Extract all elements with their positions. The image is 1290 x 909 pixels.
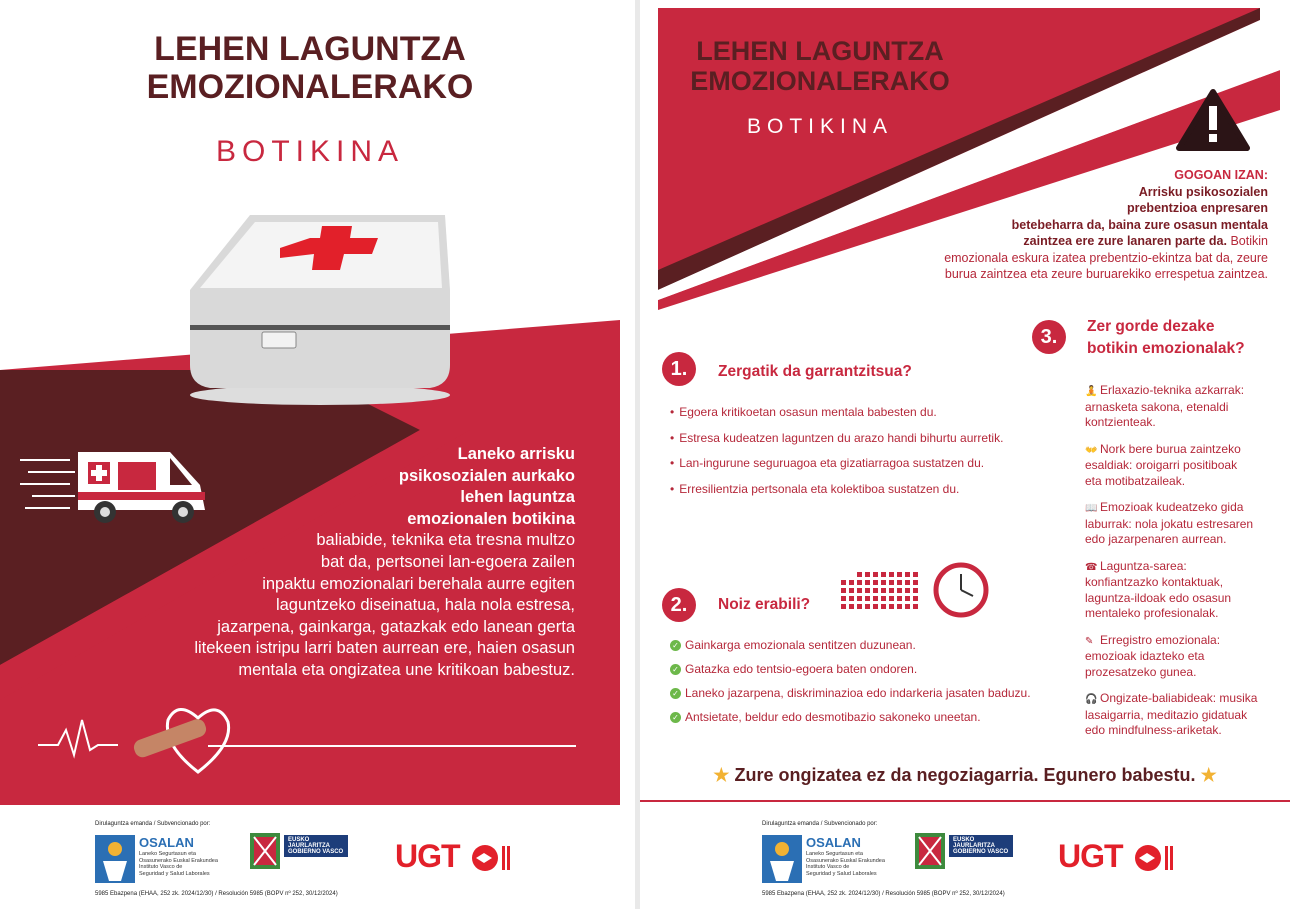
book-icon: 📖 <box>1085 503 1098 514</box>
left-body-line: jazarpena, gainkarga, gatazkak edo lanean gerta <box>217 617 575 636</box>
right-footer <box>640 805 1290 909</box>
section2-item-text: Laneko jazarpena, diskriminazioa edo indarkeria jasaten baduzu. <box>685 686 1031 700</box>
ugt-text: UGT <box>1058 838 1123 874</box>
right-page <box>640 0 1290 909</box>
left-bold-line: Laneko arrisku <box>457 445 575 463</box>
section3-item-line <box>1085 575 1275 591</box>
remember-bold-line <box>848 233 1268 250</box>
ugt-handshake-icon <box>1135 843 1175 873</box>
sponsor-label: Dirulaguntza emanda / Subvencionado por: <box>762 821 878 827</box>
remember-rest-line: emozionala eskura izatea prebentzio-ekintza bat da, zeure <box>944 250 1268 265</box>
section3-item-line <box>1085 606 1275 622</box>
section1-title: Zergatik da garrantzitsua? <box>718 363 912 380</box>
left-title-line2: EMOZIONALERAKO <box>146 68 474 107</box>
remember-bold-text: zaintzea ere zure lanaren parte da. <box>1023 234 1227 248</box>
osalan-sub-1: Laneko Segurtasun eta <box>139 851 196 857</box>
section1-item <box>670 405 1060 420</box>
osalan-logo <box>762 835 885 888</box>
headphones-icon: 🎧 <box>1085 694 1098 705</box>
left-subtitle: BOTIKINA <box>215 135 405 168</box>
section1-item <box>670 456 1060 471</box>
section1-list <box>670 405 1060 507</box>
section3-item-line <box>1085 383 1275 400</box>
section3-item-line <box>1085 415 1275 431</box>
section3-item-text: emozioak idazteko eta <box>1085 649 1205 663</box>
resolution-text: 5985 Ebazpena (EHAA, 252 zk. 2024/12/30) / Resolución 5985 (BOPV nº 252, 30/12/2024) <box>95 891 338 897</box>
gv-name-2: GOBIERNO VASCO <box>953 849 1009 855</box>
bullet-dot-icon: • <box>670 456 675 470</box>
section3-item-line <box>1085 517 1275 533</box>
section3-item-text: esaldiak: oroigarri positiboak <box>1085 458 1238 472</box>
section3-item-line <box>1085 500 1275 517</box>
heartbeat-heart-icon <box>38 700 578 780</box>
section3-item-text: laburrak: nola jokatu estresaren <box>1085 516 1254 531</box>
osalan-sub-3: Instituto Vasco de <box>806 864 850 870</box>
star-icon: ★ <box>1200 765 1217 785</box>
phone-icon: ☎ <box>1085 561 1098 573</box>
left-body-line: inpaktu emozionalari berehala aurre egiten <box>262 574 575 593</box>
section2-number: 2. <box>662 588 696 622</box>
resolution-text: 5985 Ebazpena (EHAA, 252 zk. 2024/12/30) / Resolución 5985 (BOPV nº 252, 30/12/2024) <box>762 891 1005 897</box>
section3-item-line <box>1085 723 1275 739</box>
section3-item <box>1085 691 1275 739</box>
section3-item-line <box>1085 442 1275 459</box>
section2-list <box>670 638 1050 734</box>
divider <box>640 800 1290 802</box>
section3-item-line <box>1085 532 1275 548</box>
section1-item-text: Egoera kritikoetan osasun mentala babesten du. <box>679 405 937 419</box>
section2-item <box>670 638 1050 653</box>
section3-item-text: edo jazarpenaren aurrean. <box>1085 532 1227 546</box>
sponsor-label: Dirulaguntza emanda / Subvencionado por: <box>95 821 211 827</box>
section3-item-text: mentaleko profesionalak. <box>1085 606 1219 620</box>
left-page <box>0 0 635 909</box>
section3-item-line <box>1085 400 1275 416</box>
osalan-sub-2: Osasunerako Euskal Erakundea <box>139 857 218 864</box>
section3-item-line <box>1085 649 1275 665</box>
section3-item-line <box>1085 474 1275 490</box>
calendar-dots-icon <box>840 570 922 612</box>
left-title-line1: LEHEN LAGUNTZA <box>154 30 466 68</box>
right-title <box>670 36 970 96</box>
section2-item-text: Gainkarga emozionala sentitzen duzunean. <box>685 638 916 652</box>
section3-item-text: Emozioak kudeatzeko gida <box>1100 500 1244 514</box>
section1-item <box>670 482 1060 497</box>
left-bold-line: emozionalen botikina <box>407 509 575 528</box>
remember-rest-line: burua zaintzea eta zeure buruarekiko errespetua zaintzea. <box>944 267 1268 281</box>
section1-item-text: Lan-ingurune seguruagoa eta gizatiarragoa sustatzen du. <box>679 456 985 470</box>
gobierno-vasco-logo <box>250 833 344 874</box>
check-icon: ✓ <box>670 664 681 675</box>
remember-bold-line: betebeharra da, baina zure osasun mentala <box>1011 217 1268 232</box>
left-description <box>105 444 575 682</box>
left-body-line: baliabide, teknika eta tresna multzo <box>316 531 575 550</box>
osalan-figure-icon <box>762 835 802 883</box>
right-title-line1: LEHEN LAGUNTZA <box>696 36 944 66</box>
remember-tail-text: Botikin <box>1230 234 1268 248</box>
section3-item <box>1085 500 1275 548</box>
section2-item <box>670 686 1050 701</box>
section3-item-text: laguntza-ildoak edo osasun <box>1085 590 1232 605</box>
gv-name-2: GOBIERNO VASCO <box>288 849 344 855</box>
section3-item-text: edo mindfulness-ariketak. <box>1085 723 1222 737</box>
section3-item-line <box>1085 691 1275 708</box>
meditation-icon: 🧘 <box>1085 386 1098 397</box>
section2-title: Noiz erabili? <box>718 596 811 613</box>
left-body-line: litekeen istripu larri baten aurrean ere, haien osasun <box>194 639 575 658</box>
left-body-line: laguntzeko diseinatua, hala nola estresa, <box>275 596 575 615</box>
section3-item <box>1085 559 1275 622</box>
left-bold-line: psikosozialen aurkako <box>398 466 575 485</box>
section3-title <box>1087 316 1245 360</box>
remember-block <box>848 167 1268 283</box>
osalan-name: OSALAN <box>139 835 194 850</box>
ugt-logo <box>1058 838 1123 875</box>
osalan-sub-3: Instituto Vasco de <box>139 864 183 870</box>
section3-title-line2: botikin emozionalak? <box>1087 340 1245 357</box>
first-aid-kit-icon <box>180 210 460 405</box>
bullet-dot-icon: • <box>670 405 675 419</box>
osalan-name: OSALAN <box>806 835 861 850</box>
section3-item-line <box>1085 591 1275 607</box>
section3-item-line <box>1085 458 1275 474</box>
section2-item <box>670 710 1050 725</box>
section2-item-text: Antsietate, beldur edo desmotibazio sakoneko uneetan. <box>685 710 981 724</box>
section3-item-text: Nork bere burua zaintzeko <box>1100 441 1241 456</box>
section3-item-line <box>1085 633 1275 650</box>
section1-item-text: Estresa kudeatzen laguntzen du arazo handi bihurtu aurretik. <box>679 430 1004 445</box>
gv-shield-icon <box>250 833 280 869</box>
osalan-sub-2: Osasunerako Euskal Erakundea <box>806 857 885 864</box>
bullet-dot-icon: • <box>670 430 675 445</box>
gv-name-1: EUSKO JAURLARITZA <box>953 837 995 849</box>
ugt-handshake-icon <box>472 843 512 873</box>
section3-item-text: kontzienteak. <box>1085 415 1156 429</box>
section3-item-text: Erlaxazio-teknika azkarrak: <box>1100 383 1245 397</box>
section3-number: 3. <box>1032 320 1066 354</box>
section2-item <box>670 662 1050 677</box>
remember-label: GOGOAN IZAN: <box>1174 168 1268 182</box>
check-icon: ✓ <box>670 688 681 699</box>
section3-list <box>1085 383 1275 750</box>
section2-item-text: Gatazka edo tentsio-egoera baten ondoren. <box>685 662 918 676</box>
section3-item-line <box>1085 559 1275 576</box>
ugt-text: UGT <box>395 838 460 874</box>
section1-number: 1. <box>662 352 696 386</box>
clock-icon <box>933 562 989 618</box>
closing-text: Zure ongizatea ez da negoziagarria. Egunero babestu. <box>734 765 1196 785</box>
section3-item-text: Laguntza-sarea: <box>1100 558 1187 573</box>
ugt-logo <box>395 838 460 875</box>
osalan-sub-1: Laneko Segurtasun eta <box>806 851 863 857</box>
section3-item <box>1085 442 1275 490</box>
section3-item-text: lasaigarria, meditazio gidatuak <box>1085 707 1248 722</box>
remember-bold-line: prebentzioa enpresaren <box>1126 201 1268 215</box>
osalan-sub-4: Seguridad y Salud Laborales <box>806 870 877 877</box>
gobierno-vasco-logo <box>915 833 1009 874</box>
section3-item-line <box>1085 708 1275 724</box>
section3-item <box>1085 383 1275 431</box>
remember-bold-line: Arrisku psikosozialen <box>1138 184 1268 199</box>
left-bold-line: lehen laguntza <box>460 488 575 507</box>
right-subtitle: BOTIKINA <box>746 115 894 138</box>
osalan-figure-icon <box>95 835 135 883</box>
bullet-dot-icon: • <box>670 481 675 496</box>
left-body-line: bat da, pertsonei lan-egoera zailen <box>320 552 575 571</box>
left-body-line: mentala eta ongizatea une kritikoan babestuz. <box>238 660 575 679</box>
closing-message <box>680 765 1250 786</box>
section3-item-text: Erregistro emozionala: <box>1100 632 1221 647</box>
pencil-icon: ✎ <box>1085 635 1094 647</box>
right-title-line2: EMOZIONALERAKO <box>690 66 950 97</box>
section3-item-text: arnasketa sakona, etenaldi <box>1085 399 1229 414</box>
check-icon: ✓ <box>670 640 681 651</box>
section3-item-text: Ongizate-baliabideak: musika <box>1100 691 1258 705</box>
gv-shield-icon <box>915 833 945 869</box>
warning-icon <box>1175 88 1251 152</box>
section1-item-text: Erresilientzia pertsonala eta kolektiboa sustatzen du. <box>679 481 960 496</box>
check-icon: ✓ <box>670 712 681 723</box>
section3-item-text: prozesatzeko gunea. <box>1085 664 1197 679</box>
osalan-logo <box>95 835 218 888</box>
self-care-icon: 👐 <box>1085 444 1098 456</box>
section3-item-text: konfiantzazko kontaktuak, <box>1085 575 1224 589</box>
gv-name-1: EUSKO JAURLARITZA <box>288 837 330 849</box>
star-icon: ★ <box>713 765 730 785</box>
left-footer <box>0 805 635 909</box>
osalan-sub-4: Seguridad y Salud Laborales <box>139 870 210 877</box>
left-title <box>0 30 620 106</box>
section3-item-text: eta motibatzaileak. <box>1085 473 1186 488</box>
section1-item <box>670 431 1060 446</box>
section3-title-line1: Zer gorde dezake <box>1087 318 1215 335</box>
section3-item-line <box>1085 665 1275 681</box>
section3-item <box>1085 633 1275 681</box>
